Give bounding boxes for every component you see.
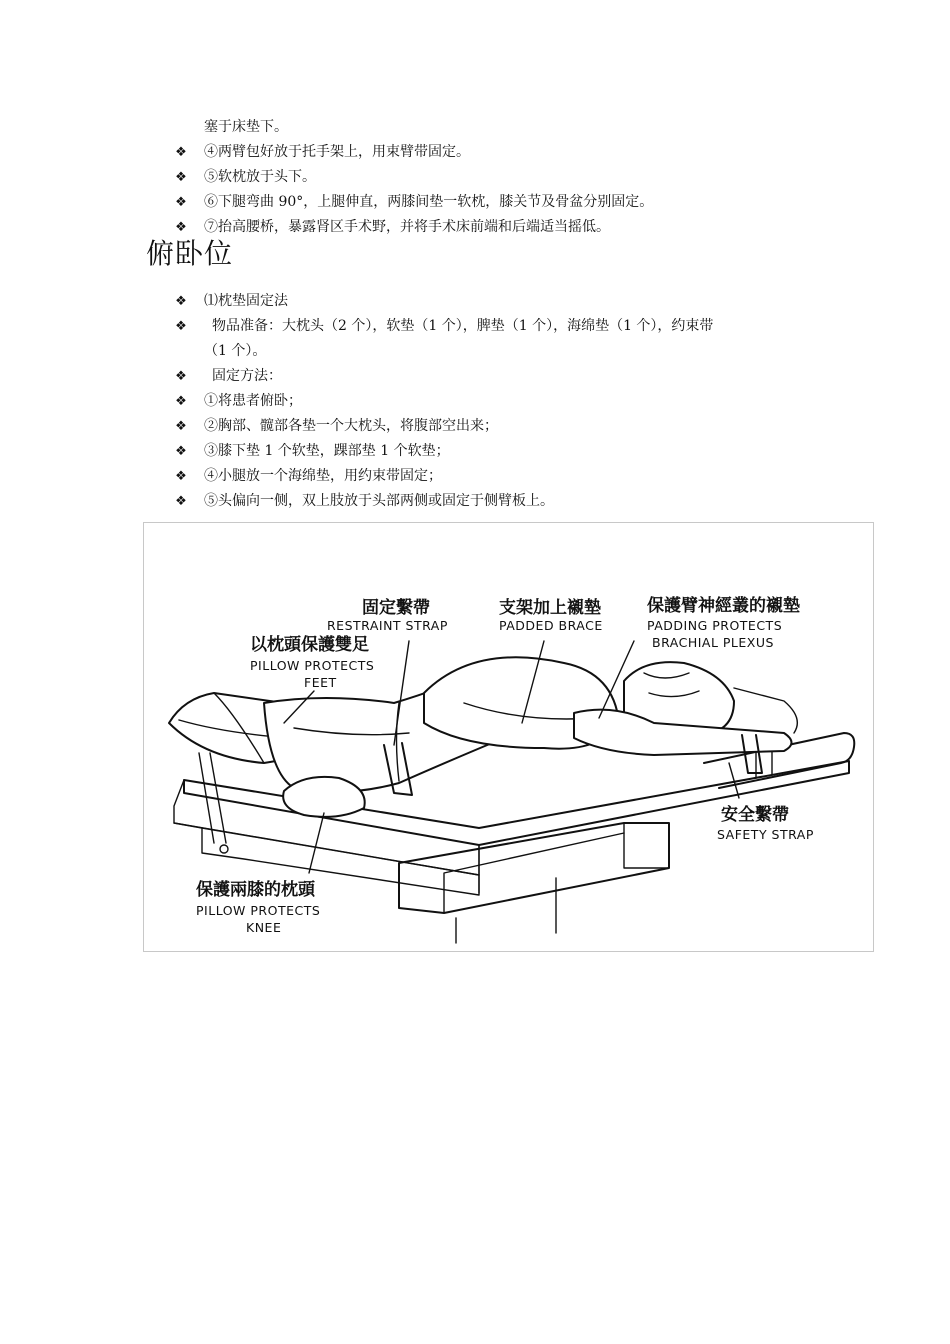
padded-brace-label-en: PADDED BRACE — [499, 618, 603, 633]
list-item: ❖ ⑤头偏向一侧，双上肢放于头部两侧或固定于侧臂板上。 — [172, 489, 844, 514]
bullet-icon: ❖ — [175, 294, 187, 309]
safety-strap-label-en: SAFETY STRAP — [717, 827, 814, 842]
bullet-icon: ❖ — [175, 195, 187, 210]
illustration-drawing — [144, 523, 875, 953]
restraint-strap-label-zh: 固定繫帶 — [362, 598, 430, 618]
list-item: ❖ ⑦抬高腰桥，暴露肾区手术野，并将手术床前端和后端适当摇低。 — [172, 215, 844, 240]
list-item: ❖ 固定方法： — [172, 364, 844, 389]
bullet-icon: ❖ — [175, 469, 187, 484]
padding-protects-label-zh: 保護臂神經叢的襯墊 — [647, 596, 800, 616]
prone-position-illustration — [143, 522, 874, 952]
bullet-icon: ❖ — [175, 220, 187, 235]
pillow-feet-label-en2: FEET — [304, 675, 337, 690]
pillow-knee-label-en2: KNEE — [246, 920, 282, 935]
list-item: ❖ 物品准备：大枕头（2 个），软垫（1 个），脾垫（1 个），海绵垫（1 个），约束带 （1 个）。 — [172, 314, 844, 364]
list-item: ❖ ⑤软枕放于头下。 — [172, 165, 844, 190]
padding-protects-label-en1: PADDING PROTECTS — [647, 618, 783, 633]
bullet-icon: ❖ — [175, 369, 187, 384]
padding-protects-label-en2: BRACHIAL PLEXUS — [652, 635, 774, 650]
continuation-text: 塞于床垫下。 — [204, 119, 288, 135]
bullet-icon: ❖ — [175, 170, 187, 185]
prone-position-list — [172, 289, 844, 514]
restraint-strap-label-en: RESTRAINT STRAP — [327, 618, 448, 633]
patient-head — [574, 662, 797, 773]
pillow-knee-label-zh: 保護兩膝的枕頭 — [196, 880, 315, 900]
procedure-list — [172, 140, 844, 240]
pillow-knee-label-en1: PILLOW PROTECTS — [196, 903, 321, 918]
bullet-icon: ❖ — [175, 444, 187, 459]
list-item: ❖ ④两臂包好放于托手架上，用束臂带固定。 — [172, 140, 844, 165]
pillow-feet-label-zh: 以枕頭保護雙足 — [250, 635, 369, 655]
list-item: ❖ ②胸部、髋部各垫一个大枕头，将腹部空出来； — [172, 414, 844, 439]
safety-strap-label-zh: 安全繫帶 — [721, 805, 789, 825]
list-item: ❖ ③膝下垫 1 个软垫，踝部垫 1 个软垫； — [172, 439, 844, 464]
list-item: ❖ ⑴枕垫固定法 — [172, 289, 844, 314]
bullet-icon: ❖ — [175, 394, 187, 409]
bullet-icon: ❖ — [175, 419, 187, 434]
list-item: ❖ ①将患者俯卧； — [172, 389, 844, 414]
bullet-icon: ❖ — [175, 145, 187, 160]
pillow-feet-label-en1: PILLOW PROTECTS — [250, 658, 375, 673]
section-heading: 俯卧位 — [146, 237, 234, 270]
list-item: ❖ ④小腿放一个海绵垫，用约束带固定； — [172, 464, 844, 489]
bullet-icon: ❖ — [175, 494, 187, 509]
padded-brace-label-zh: 支架加上襯墊 — [499, 598, 601, 618]
bullet-icon: ❖ — [175, 319, 187, 334]
list-item: ❖ ⑥下腿弯曲 90°，上腿伸直，两膝间垫一软枕，膝关节及骨盆分别固定。 — [172, 190, 844, 215]
